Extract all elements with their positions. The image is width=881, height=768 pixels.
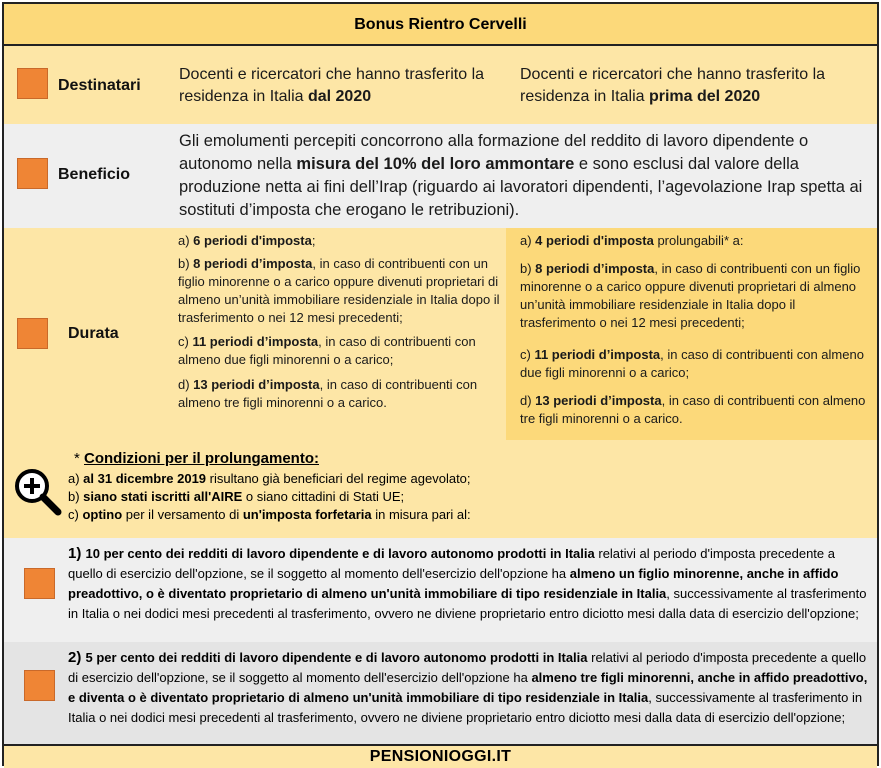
condizioni-text bbox=[68, 450, 668, 524]
opzione-2-row bbox=[4, 642, 877, 744]
opzione-1-text: 1) 10 per cento dei redditi di lavoro dipendente e di lavoro autonomo prodotti in Italia relativi al periodo d'imposta precedente a quello di esercizio dell'opzione, se il soggetto al momento dell'esercizio dell'opzione ha almeno un figlio minorenne, anche in affido preadottivo, o è diventato proprietario di almeno un'unità immobiliare di tipo residenziale in Italia, successivamente al trasferimento in Italia o nei dodici mesi precedenti al trasferimento, ovvero ne diviene proprietario entro diciotto mesi dalla data di esercizio dell'opzione; bbox=[68, 545, 867, 621]
condizioni-title: Condizioni per il prolungamento: bbox=[84, 450, 319, 467]
durata-label: Durata bbox=[68, 325, 119, 342]
orange-square-icon bbox=[24, 670, 55, 701]
destinatari-row bbox=[4, 46, 877, 124]
beneficio-text-part2: e sono esclusi dal valore della produzione netta ai fini dell’Irap (riguardo ai lavoratori dipendenti, l’agevolazione Irap spetta ai sostituti d’imposta che erogano le retribuzioni). bbox=[179, 155, 863, 219]
asterisk: * bbox=[74, 450, 85, 467]
list-item: c) 11 periodi d’imposta, in caso di contribuenti con almeno due figli minorenni o a carico; bbox=[520, 347, 864, 380]
destinatari-col-prima-2020 bbox=[520, 64, 870, 108]
destinatari-label: Destinatari bbox=[58, 77, 141, 94]
list-item: c) optino per il versamento di un'imposta forfetaria in misura pari al: bbox=[68, 507, 471, 522]
beneficio-label: Beneficio bbox=[58, 166, 131, 183]
magnifier-plus-icon bbox=[12, 466, 64, 518]
list-item: c) 11 periodi d’imposta, in caso di contribuenti con almeno due figli minorenni o a carico; bbox=[178, 334, 476, 367]
list-item: d) 13 periodi d’imposta, in caso di contribuenti con almeno tre figli minorenni o a carico. bbox=[178, 377, 478, 410]
list-item: d) 13 periodi d’imposta, in caso di contribuenti con almeno tre figli minorenni o a carico. bbox=[520, 393, 866, 426]
beneficio-row bbox=[4, 124, 877, 228]
condizioni-row bbox=[4, 440, 877, 538]
durata-col-prima-2020 bbox=[506, 228, 877, 440]
destinatari-col1-text: Docenti e ricercatori che hanno trasferito la residenza in Italia bbox=[179, 66, 485, 105]
opzione-2-number: 2) bbox=[68, 649, 86, 666]
beneficio-text-bold: misura del 10% del loro ammontare bbox=[296, 155, 575, 173]
opzione-1-number: 1) bbox=[68, 545, 86, 562]
destinatari-col2-bold: prima del 2020 bbox=[648, 88, 761, 105]
list-item: b) 8 periodi d’imposta, in caso di contribuenti con un figlio minorenne o a carico oppure divenuti proprietari di almeno un’unità immobiliare residenziale in Italia dopo il trasferimento o nei 12 mesi precedenti; bbox=[520, 261, 861, 330]
opzione-1-row bbox=[4, 538, 877, 642]
destinatari-col-dal-2020 bbox=[179, 64, 499, 108]
list-item: b) 8 periodi d’imposta, in caso di contribuenti con un figlio minorenne o a carico oppure divenuti proprietari di almeno un’unità immobiliare residenziale in Italia dopo il trasferimento o nei 12 mesi precedenti; bbox=[178, 256, 500, 325]
list-item: a) 6 periodi d'imposta; bbox=[178, 233, 316, 248]
orange-square-icon bbox=[24, 568, 55, 599]
infographic-table bbox=[2, 2, 879, 766]
opzione-2-text: 2) 5 per cento dei redditi di lavoro dipendente e di lavoro autonomo prodotti in Italia relativi al periodo d'imposta precedente a quello di esercizio dell'opzione, se il soggetto al momento dell'esercizio dell'opzione ha almeno tre figli minorenni, anche in affido preadottivo, e diventa o è diventato proprietario di almeno un'unità immobiliare di tipo residenziale in Italia, successivamente al trasferimento in Italia o nei dodici mesi precedenti al trasferimento, ovvero ne diviene proprietario entro diciotto mesi dalla data di esercizio dell'opzione; bbox=[68, 649, 868, 725]
orange-square-icon bbox=[17, 68, 48, 99]
durata-row bbox=[4, 228, 877, 440]
list-item: a) al 31 dicembre 2019 risultano già beneficiari del regime agevolato; bbox=[68, 471, 471, 486]
orange-square-icon bbox=[17, 318, 48, 349]
destinatari-col1-bold: dal 2020 bbox=[307, 88, 372, 105]
footer-brand: PENSIONIOGGI.IT bbox=[4, 744, 877, 768]
beneficio-text-part1: Gli emolumenti percepiti concorrono alla formazione del reddito di lavoro dipendente o autonomo nella bbox=[179, 132, 809, 173]
table-title: Bonus Rientro Cervelli bbox=[4, 4, 877, 46]
beneficio-text bbox=[179, 130, 869, 222]
list-item: b) siano stati iscritti all'AIRE o siano cittadini di Stati UE; bbox=[68, 489, 405, 504]
orange-square-icon bbox=[17, 158, 48, 189]
destinatari-col2-text: Docenti e ricercatori che hanno trasferito la residenza in Italia bbox=[520, 66, 826, 105]
list-item: a) 4 periodi d'imposta prolungabili* a: bbox=[520, 233, 744, 248]
durata-col-dal-2020 bbox=[170, 228, 506, 440]
